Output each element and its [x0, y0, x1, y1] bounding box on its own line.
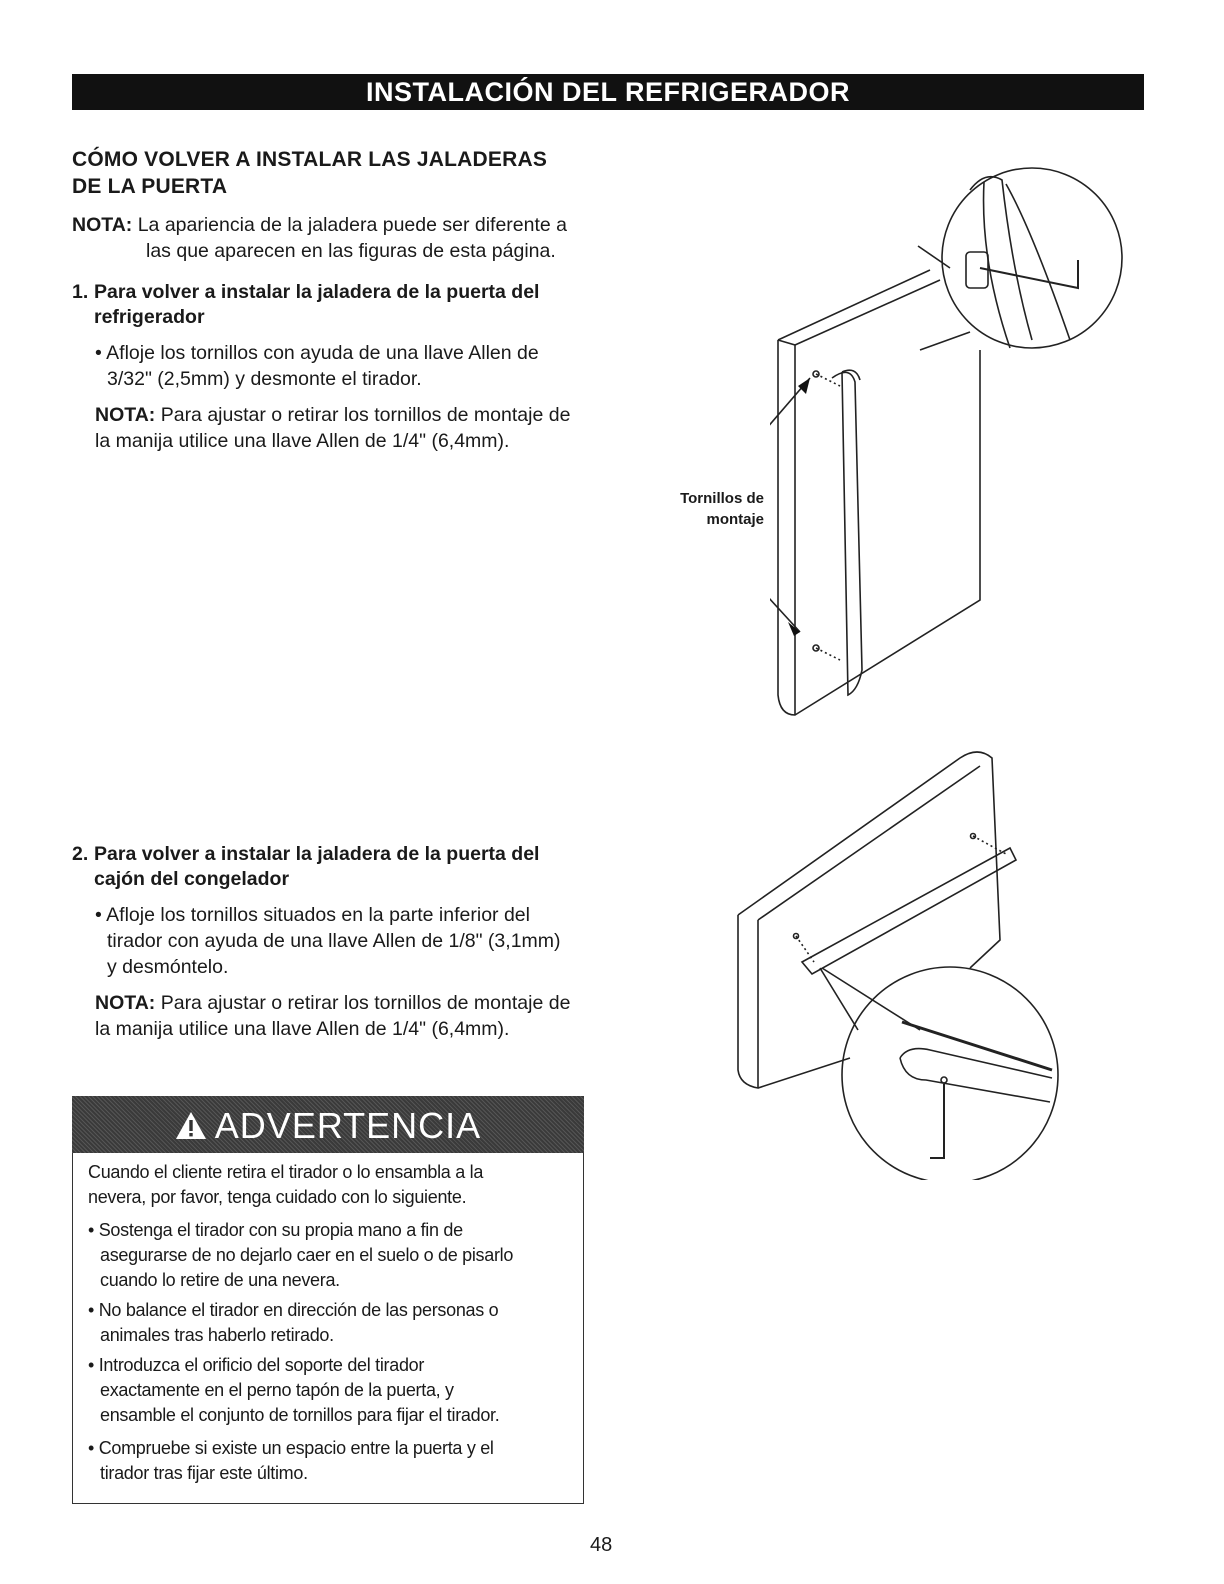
page-header-title: INSTALACIÓN DEL REFRIGERADOR	[365, 77, 850, 107]
step-1-note: NOTA: Para ajustar o retirar los tornillos de montaje de la manija utilice una llave Allen de 1/4" (6,4mm).	[95, 404, 571, 452]
refrigerator-door-figure	[770, 150, 1130, 730]
warning-bullet-1: • Sostenga el tirador con su propia mano a fin de asegurarse de no dejarlo caer en el suelo o de pisarlo cuando lo retire de una nevera.	[88, 1220, 514, 1290]
warning-title: ADVERTENCIA	[72, 1096, 584, 1153]
note-label: NOTA:	[95, 992, 156, 1014]
warning-bullet-2: • No balance el tirador en dirección de las personas o animales tras haberlo retirado.	[88, 1300, 499, 1345]
note-label: NOTA:	[95, 404, 156, 426]
step-2-title: 2. Para volver a instalar la jaladera de la puerta del cajón del congelador	[72, 843, 540, 890]
warning-bullet-4: • Compruebe si existe un espacio entre la puerta y el tirador tras fijar este último.	[88, 1438, 494, 1483]
step-1-title: 1. Para volver a instalar la jaladera de la puerta del refrigerador	[72, 281, 540, 328]
step-2-bullet: • Afloje los tornillos situados en la parte inferior del tirador con ayuda de una llave Allen de 1/8" (3,1mm) y desmóntelo.	[95, 904, 561, 978]
intro-note: NOTA: La apariencia de la jaladera puede ser diferente a las que aparecen en las figuras de esta página.	[72, 214, 568, 262]
warning-bullet-3: • Introduzca el orificio del soporte del tirador exactamente en el perno tapón de la puerta, y ensamble el conjunto de tornillos para fijar el tirador.	[88, 1355, 500, 1425]
step-2-note: NOTA: Para ajustar o retirar los tornillos de montaje de la manija utilice una llave Allen de 1/4" (6,4mm).	[95, 992, 571, 1040]
warning-intro: Cuando el cliente retira el tirador o lo ensambla a la nevera, por favor, tenga cuidado con lo siguiente.	[88, 1162, 484, 1207]
warning-triangle-icon	[175, 1098, 207, 1158]
page-number: 48	[590, 1534, 613, 1556]
page-header-banner	[72, 74, 1144, 110]
freezer-drawer-figure	[730, 740, 1120, 1180]
figure-callout-screws: Tornillos de montaje	[680, 490, 764, 528]
note-label: NOTA:	[72, 214, 133, 236]
step-1-bullet: • Afloje los tornillos con ayuda de una llave Allen de 3/32" (2,5mm) y desmonte el tirador.	[95, 342, 539, 390]
section-title: CÓMO VOLVER A INSTALAR LAS JALADERAS DE LA PUERTA	[72, 148, 548, 198]
